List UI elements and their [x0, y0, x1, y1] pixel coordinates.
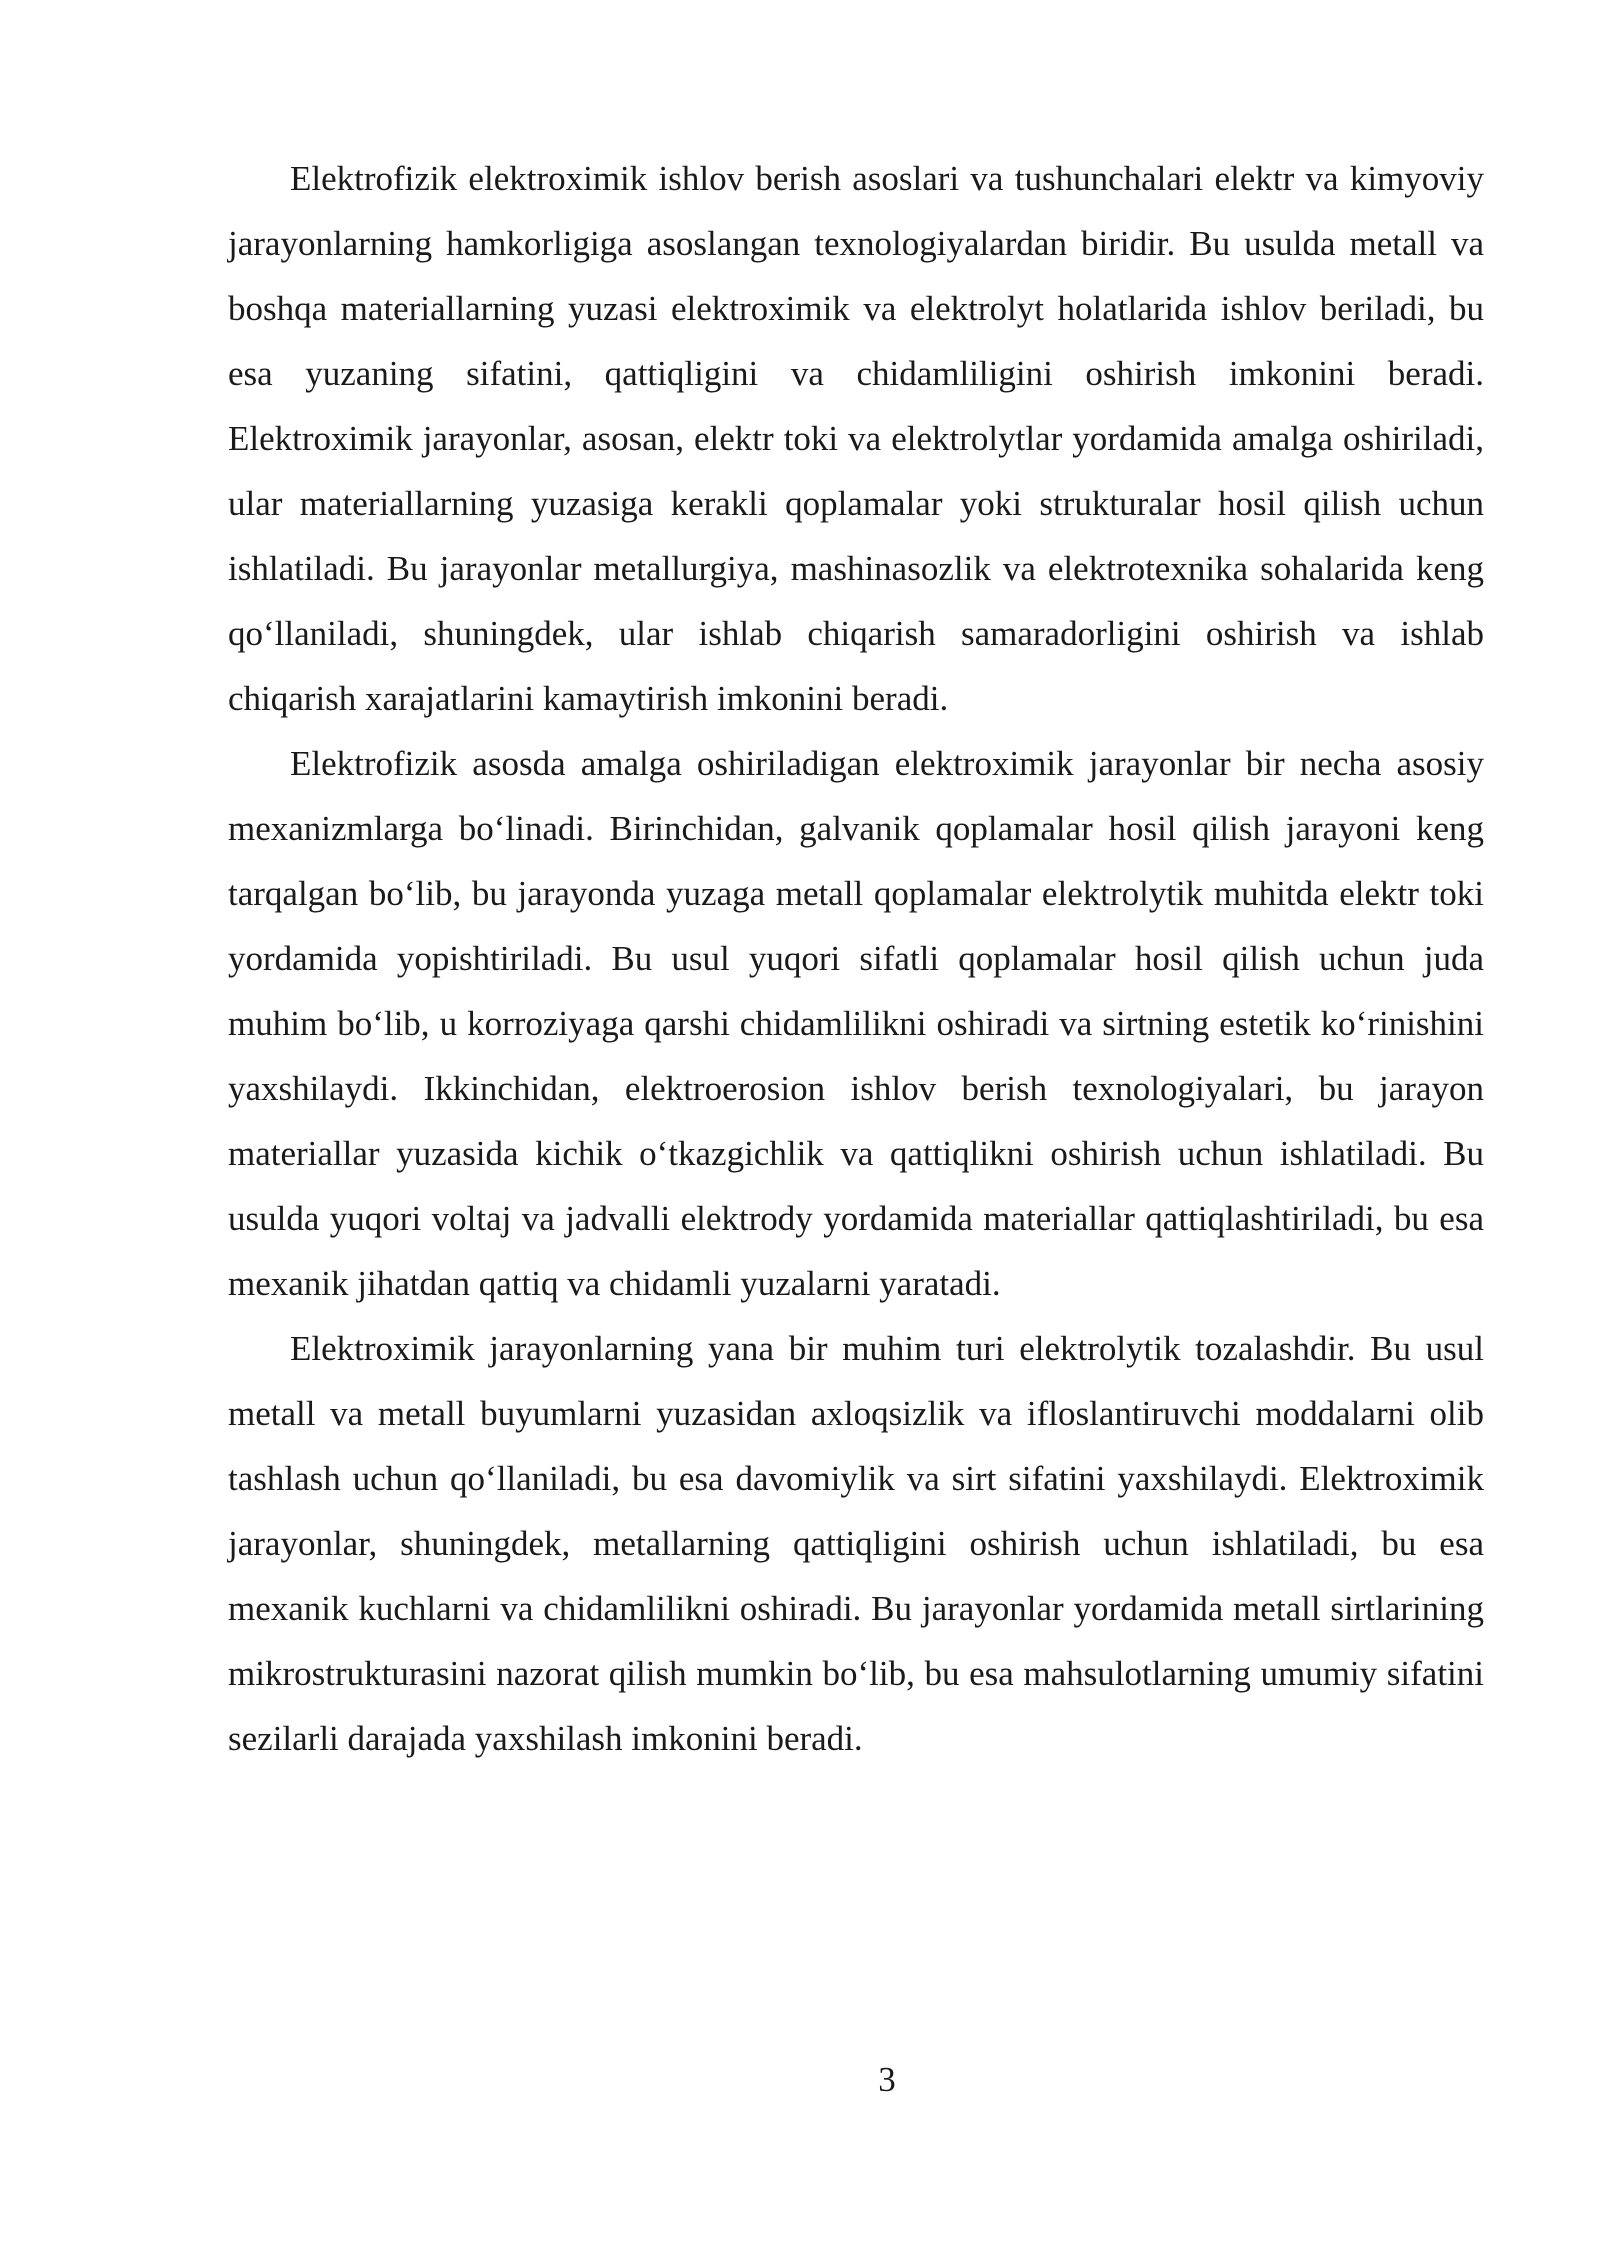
body-text [228, 146, 1484, 1771]
paragraph-3: Elektroximik jarayonlarning yana bir muhim turi elektrolytik tozalashdir. Bu usul metall va metall buyumlarni yuzasidan axloqsizlik va ifloslantiruvchi moddalarni olib tashlash uchun qo‘llaniladi, bu esa davomiylik va sirt sifatini yaxshilaydi. Elektroximik jarayonlar, shuningdek, metallarning qattiqligini oshirish uchun ishlatiladi, bu esa mexanik kuchlarni va chidamlilikni oshiradi. Bu jarayonlar yordamida metall sirtlarining mikrostrukturasini nazorat qilish mumkin bo‘lib, bu esa mahsulotlarning umumiy sifatini sezilarli darajada yaxshilash imkonini beradi. [228, 1329, 1484, 1758]
paragraph-2: Elektrofizik asosda amalga oshiriladigan elektroximik jarayonlar bir necha asosiy mexanizmlarga bo‘linadi. Birinchidan, galvanik qoplamalar hosil qilish jarayoni keng tarqalgan bo‘lib, bu jarayonda yuzaga metall qoplamalar elektrolytik muhitda elektr toki yordamida yopishtiriladi. Bu usul yuqori sifatli qoplamalar hosil qilish uchun juda muhim bo‘lib, u korroziyaga qarshi chidamlilikni oshiradi va sirtning estetik ko‘rinishini yaxshilaydi. Ikkinchidan, elektroerosion ishlov berish texnologiyalari, bu jarayon materiallar yuzasida kichik o‘tkazgichlik va qattiqlikni oshirish uchun ishlatiladi. Bu usulda yuqori voltaj va jadvalli elektrody yordamida materiallar qattiqlashtiriladi, bu esa mexanik jihatdan qattiq va chidamli yuzalarni yaratadi. [228, 744, 1484, 1303]
page-number: 3 [878, 2060, 896, 2099]
paragraph-1: Elektrofizik elektroximik ishlov berish asoslari va tushunchalari elektr va kimyoviy jarayonlarning hamkorligiga asoslangan texnologiyalardan biridir. Bu usulda metall va boshqa materiallarning yuzasi elektroximik va elektrolyt holatlarida ishlov beriladi, bu esa yuzaning sifatini, qattiqligini va chidamliligini oshirish imkonini beradi. Elektroximik jarayonlar, asosan, elektr toki va elektrolytlar yordamida amalga oshiriladi, ular materiallarning yuzasiga kerakli qoplamalar yoki strukturalar hosil qilish uchun ishlatiladi. Bu jarayonlar metallurgiya, mashinasozlik va elektrotexnika sohalarida keng qo‘llaniladi, shuningdek, ular ishlab chiqarish samaradorligini oshirish va ishlab chiqarish xarajatlarini kamaytirish imkonini beradi. [228, 159, 1484, 718]
